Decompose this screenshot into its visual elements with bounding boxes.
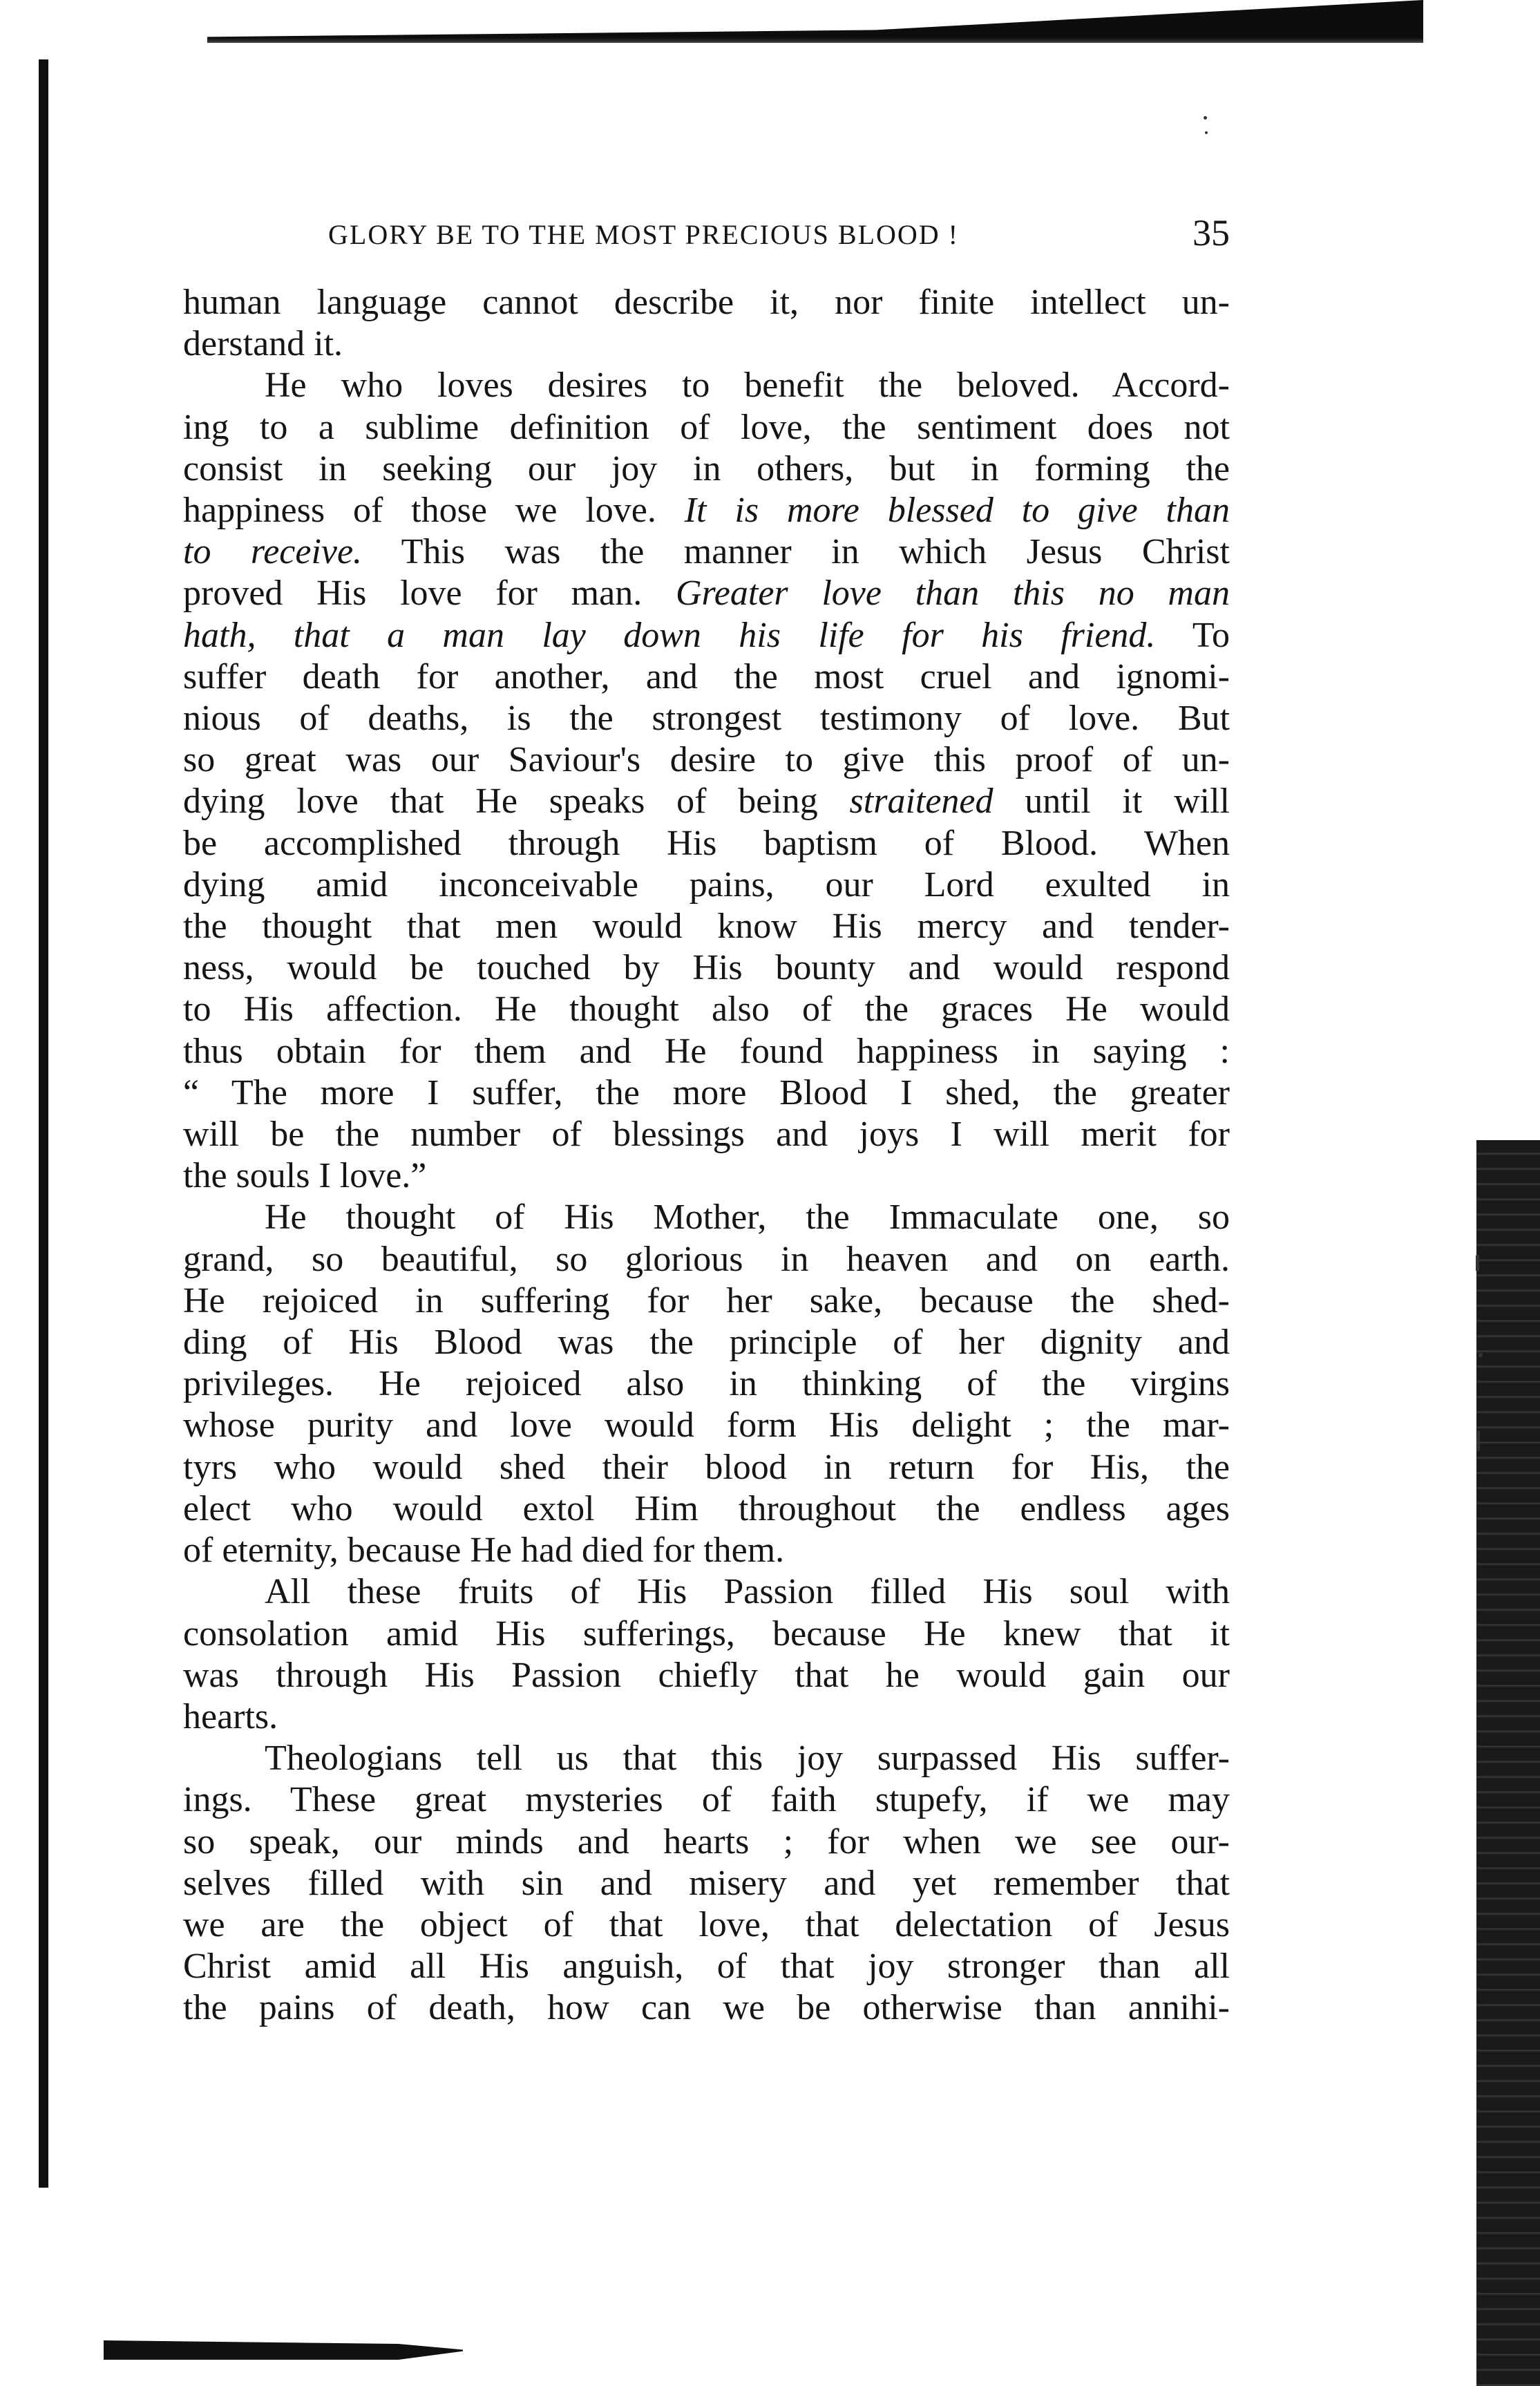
text-line: privileges. He rejoiced also in thinking of the virgins <box>183 1364 1230 1404</box>
text-line: we are the object of that love, that delectation of Jesus <box>183 1904 1230 1944</box>
emphasis-word: straitened <box>849 782 994 822</box>
text-run: To <box>1155 615 1230 655</box>
text-run: happiness of those we love. <box>183 491 685 531</box>
scripture-quote: to receive. <box>183 532 363 572</box>
text-line: consolation amid His sufferings, because He knew that it <box>183 1613 1230 1654</box>
text-line: nious of deaths, is the strongest testimony of love. But <box>183 699 1230 739</box>
running-title: GLORY BE TO THE MOST PRECIOUS BLOOD ! <box>328 219 959 250</box>
text-line: the thought that men would know His mercy and tender- <box>183 907 1230 947</box>
scripture-quote: It is more blessed to give than <box>684 491 1230 531</box>
scan-border-right <box>1476 1140 1540 2386</box>
text-line: so speak, our minds and hearts ; for when we see our- <box>183 1821 1230 1862</box>
text-line <box>183 573 1230 614</box>
text-line: to His affection. He thought also of the graces He would <box>183 990 1230 1030</box>
text-line: the souls I love.” <box>183 1156 427 1196</box>
text-line: ing to a sublime definition of love, the sentiment does not <box>183 407 1230 447</box>
text-line: consist in seeking our joy in others, but in forming the <box>183 448 1230 489</box>
text-line: ding of His Blood was the principle of her dignity and <box>183 1323 1230 1363</box>
scripture-quote: hath, that a man lay down his life for his friend. <box>183 615 1156 655</box>
text-line: be accomplished through His baptism of Blood. When <box>183 823 1230 863</box>
text-line <box>183 781 1230 822</box>
paragraph <box>183 1738 1230 2029</box>
text-line: ings. These great mysteries of faith stupefy, if we may <box>183 1780 1230 1820</box>
text-line: All these fruits of His Passion filled His soul with <box>265 1572 1230 1612</box>
text-line: grand, so beautiful, so glorious in heaven and on earth. <box>183 1239 1230 1279</box>
scan-border-left <box>39 59 48 2188</box>
text-line: ness, would be touched by His bounty and would respond <box>183 948 1230 988</box>
text-line <box>183 531 1230 573</box>
running-head <box>183 207 1230 263</box>
text-line: hearts. <box>183 1696 278 1736</box>
page-text <box>183 282 1230 2029</box>
text-line: elect who would extol Him throughout the endless ages <box>183 1488 1230 1528</box>
text-line: Christ amid all His anguish, of that joy stronger than all <box>183 1947 1230 1987</box>
text-run: This was the manner in which Jesus Christ <box>362 532 1230 572</box>
text-run: proved His love for man. <box>183 574 676 614</box>
text-line: human language cannot describe it, nor finite intellect un- <box>183 283 1230 322</box>
text-line <box>183 490 1230 531</box>
paragraph <box>183 282 1230 365</box>
scan-speck <box>1205 131 1208 134</box>
text-line: suffer death for another, and the most cruel and ignomi- <box>183 656 1230 697</box>
text-line: tyrs who would shed their blood in return for His, the <box>183 1447 1230 1487</box>
scripture-quote: Greater love than this no man <box>675 574 1230 614</box>
paragraph <box>183 1197 1230 1571</box>
text-line: thus obtain for them and He found happiness in saying : <box>183 1031 1230 1071</box>
scan-speck <box>1479 1353 1483 1357</box>
text-run: dying love that He speaks of being <box>183 782 850 822</box>
scan-border-bottom <box>104 2340 463 2360</box>
text-line: He rejoiced in suffering for her sake, because the shed- <box>183 1280 1230 1320</box>
scan-speck <box>1204 116 1207 120</box>
text-line: dying amid inconceivable pains, our Lord exulted in <box>183 864 1230 905</box>
text-line: selves filled with sin and misery and yet remember that <box>183 1863 1230 1903</box>
text-line: He thought of His Mother, the Immaculate one, so <box>265 1197 1230 1238</box>
paragraph <box>183 365 1230 1197</box>
text-line <box>183 615 1230 656</box>
text-line: will be the number of blessings and joys I will merit for <box>183 1115 1230 1155</box>
text-line: Theologians tell us that this joy surpassed His suffer- <box>265 1739 1230 1779</box>
text-line: He who loves desires to benefit the beloved. Accord- <box>265 366 1230 406</box>
text-line: whose purity and love would form His delight ; the mar- <box>183 1405 1230 1446</box>
page-number: 35 <box>1192 212 1230 254</box>
scan-speck <box>1476 1255 1479 1271</box>
text-line: derstand it. <box>183 324 343 364</box>
text-line: of eternity, because He had died for them. <box>183 1531 785 1571</box>
text-line: was through His Passion chiefly that he would gain our <box>183 1655 1230 1695</box>
text-run: until it will <box>993 782 1230 822</box>
text-line: so great was our Saviour's desire to give this proof of un- <box>183 740 1230 780</box>
scan-border-top <box>207 0 1423 43</box>
scan-speck <box>1477 1430 1480 1451</box>
text-line: the pains of death, how can we be otherwise than annihi- <box>183 1988 1230 2028</box>
paragraph <box>183 1571 1230 1738</box>
text-line: “ The more I suffer, the more Blood I shed, the greater <box>183 1072 1230 1112</box>
